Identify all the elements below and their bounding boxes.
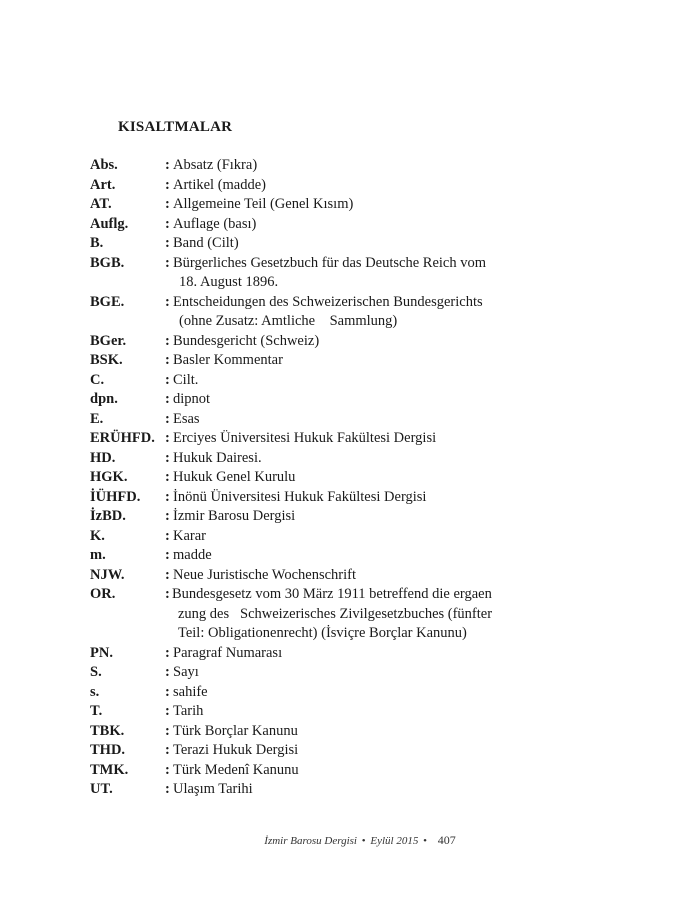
abbreviation-definition — [173, 780, 530, 800]
abbreviation-term: ERÜHFD. — [90, 430, 155, 446]
abbreviation-term: BSK. — [90, 352, 123, 368]
abbreviation-term: BGE. — [90, 293, 125, 310]
abbreviation-definition — [173, 683, 530, 703]
page-footer — [0, 833, 700, 848]
definition-line: Bundesgesetz vom 30 März 1911 betreffend die ergaen — [172, 586, 492, 602]
definition-line: Karar — [173, 527, 207, 544]
definition-line: Paragraf Numarası — [173, 644, 283, 661]
definition-continuation: 18. August 1896. — [179, 274, 279, 290]
abbreviation-term: BGer. — [90, 332, 127, 349]
abbreviation-term: dpn. — [90, 391, 118, 407]
abbreviation-term: HD. — [90, 449, 116, 466]
abbreviation-definition — [173, 527, 530, 547]
definition-line: Hukuk Genel Kurulu — [173, 469, 296, 485]
abbreviation-colon: : — [165, 683, 170, 700]
abbreviation-entry — [90, 780, 530, 800]
abbreviation-entry — [90, 215, 530, 235]
abbreviation-term: HGK. — [90, 469, 128, 485]
abbreviation-definition — [173, 663, 530, 683]
definition-continuation: Teil: Obligationenrecht) (İsviçre Borçlar Kanunu) — [178, 625, 467, 641]
abbreviation-entry — [90, 156, 530, 176]
abbreviation-colon: : — [165, 742, 170, 758]
definition-line: madde — [173, 547, 212, 563]
abbreviation-definition — [173, 429, 530, 449]
abbreviation-definition — [173, 488, 530, 508]
definition-continuation: (ohne Zusatz: Amtliche Sammlung) — [179, 313, 398, 329]
abbreviation-colon: : — [165, 430, 170, 446]
abbreviation-definition — [173, 234, 530, 254]
abbreviation-definition — [173, 351, 530, 371]
abbreviation-definition — [173, 702, 530, 722]
definition-line: Basler Kommentar — [173, 352, 283, 368]
abbreviation-definition — [172, 585, 530, 644]
abbreviation-colon: : — [165, 332, 170, 349]
definition-continuation: zung des Schweizerisches Zivilgesetzbuches (fünfter — [178, 605, 493, 622]
abbreviation-term: UT. — [90, 781, 113, 797]
definition-line: Bürgerliches Gesetzbuch für das Deutsche Reich vom — [173, 254, 486, 271]
abbreviation-entry — [90, 644, 530, 664]
abbreviation-definition — [173, 293, 530, 332]
abbreviation-definition — [173, 390, 530, 410]
page-number: 407 — [437, 833, 456, 847]
abbreviation-colon: : — [165, 215, 170, 232]
abbreviation-entry — [90, 371, 530, 391]
abbreviation-colon: : — [165, 157, 170, 173]
abbreviation-definition — [173, 468, 530, 488]
abbreviation-term: E. — [90, 410, 104, 427]
footer-journal-name: İzmir Barosu Dergisi — [264, 835, 357, 847]
abbreviation-term: İÜHFD. — [90, 488, 141, 505]
abbreviation-colon: : — [165, 449, 170, 466]
abbreviation-term: NJW. — [90, 566, 125, 583]
abbreviation-colon: : — [165, 235, 170, 251]
abbreviation-list — [90, 156, 530, 800]
abbreviation-colon: : — [165, 196, 170, 212]
abbreviation-entry — [90, 527, 530, 547]
abbreviation-entry — [90, 722, 530, 742]
definition-line: sahife — [173, 683, 208, 700]
abbreviation-term: S. — [90, 664, 102, 680]
abbreviation-definition — [173, 410, 530, 430]
definition-line: İnönü Üniversitesi Hukuk Fakültesi Dergisi — [173, 488, 427, 505]
abbreviation-colon: : — [165, 527, 170, 544]
abbreviation-term: PN. — [90, 644, 113, 661]
abbreviation-colon: : — [165, 352, 170, 368]
abbreviation-definition — [173, 156, 530, 176]
abbreviation-entry — [90, 566, 530, 586]
abbreviation-colon: : — [165, 664, 170, 680]
definition-line: Türk Medenî Kanunu — [173, 761, 299, 778]
abbreviation-term: AT. — [90, 196, 112, 212]
abbreviation-term: m. — [90, 547, 106, 563]
page-heading: KISALTMALAR — [118, 119, 233, 135]
abbreviation-colon: : — [165, 371, 170, 388]
definition-line: İzmir Barosu Dergisi — [173, 508, 296, 524]
abbreviation-term: Art. — [90, 176, 116, 193]
abbreviation-entry — [90, 741, 530, 761]
abbreviation-entry — [90, 702, 530, 722]
abbreviation-term: BGB. — [90, 254, 125, 271]
abbreviation-entry — [90, 663, 530, 683]
abbreviation-entry — [90, 468, 530, 488]
abbreviation-colon: : — [165, 293, 170, 310]
abbreviation-colon: : — [165, 508, 170, 524]
definition-line: Esas — [173, 410, 200, 427]
abbreviation-definition — [173, 644, 530, 664]
abbreviation-colon: : — [165, 254, 170, 271]
abbreviation-entry — [90, 429, 530, 449]
abbreviation-term: B. — [90, 235, 104, 251]
footer-issue: Eylül 2015 — [370, 835, 419, 847]
definition-line: Tarih — [173, 703, 204, 719]
definition-line: Band (Cilt) — [173, 235, 239, 251]
definition-line: Hukuk Dairesi. — [173, 449, 262, 466]
footer-bullet: • — [423, 835, 427, 847]
abbreviation-colon: : — [165, 176, 170, 193]
abbreviation-entry — [90, 390, 530, 410]
abbreviation-definition — [173, 761, 530, 781]
abbreviation-entry — [90, 507, 530, 527]
abbreviation-term: C. — [90, 371, 105, 388]
abbreviation-term: TMK. — [90, 761, 129, 778]
abbreviation-entry — [90, 449, 530, 469]
abbreviation-colon: : — [165, 469, 170, 485]
definition-line: Allgemeine Teil (Genel Kısım) — [173, 196, 354, 212]
definition-line: Bundesgericht (Schweiz) — [173, 332, 320, 349]
abbreviation-colon: : — [165, 781, 170, 797]
abbreviation-definition — [173, 332, 530, 352]
definition-line: Erciyes Üniversitesi Hukuk Fakültesi Dergisi — [173, 430, 437, 446]
abbreviation-definition — [173, 507, 530, 527]
abbreviation-colon: : — [165, 761, 170, 778]
definition-line: Türk Borçlar Kanunu — [173, 722, 298, 739]
abbreviation-entry — [90, 234, 530, 254]
abbreviation-definition — [173, 254, 530, 293]
abbreviation-definition — [173, 449, 530, 469]
abbreviation-term: TBK. — [90, 722, 125, 739]
abbreviation-colon: : — [165, 644, 170, 661]
abbreviation-entry — [90, 410, 530, 430]
abbreviation-definition — [173, 215, 530, 235]
definition-line: Auflage (bası) — [173, 215, 257, 232]
abbreviation-definition — [173, 722, 530, 742]
abbreviation-term: s. — [90, 683, 100, 700]
abbreviation-colon: : — [165, 586, 170, 602]
abbreviation-term: K. — [90, 527, 105, 544]
abbreviation-colon: : — [165, 722, 170, 739]
abbreviation-colon: : — [165, 488, 170, 505]
definition-line: Cilt. — [173, 371, 199, 388]
abbreviation-colon: : — [165, 566, 170, 583]
abbreviation-entry — [90, 585, 530, 644]
abbreviation-colon: : — [165, 703, 170, 719]
definition-line: Neue Juristische Wochenschrift — [173, 566, 356, 583]
definition-line: Absatz (Fıkra) — [173, 157, 258, 173]
definition-line: dipnot — [173, 391, 211, 407]
footer-bullet: • — [361, 835, 366, 847]
abbreviation-term: OR. — [90, 586, 116, 602]
abbreviation-definition — [173, 195, 530, 215]
abbreviation-definition — [173, 566, 530, 586]
abbreviation-term: THD. — [90, 742, 126, 758]
abbreviation-colon: : — [165, 391, 170, 407]
abbreviation-entry — [90, 546, 530, 566]
abbreviation-entry — [90, 488, 530, 508]
abbreviation-entry — [90, 254, 530, 293]
abbreviation-definition — [173, 741, 530, 761]
abbreviation-definition — [173, 546, 530, 566]
abbreviation-definition — [173, 371, 530, 391]
definition-line: Entscheidungen des Schweizerischen Bundesgerichts — [173, 293, 483, 310]
abbreviation-entry — [90, 195, 530, 215]
abbreviation-colon: : — [165, 410, 170, 427]
abbreviation-entry — [90, 351, 530, 371]
abbreviation-term: İzBD. — [90, 508, 126, 524]
abbreviation-definition — [173, 176, 530, 196]
abbreviation-entry — [90, 332, 530, 352]
abbreviation-entry — [90, 683, 530, 703]
abbreviation-colon: : — [165, 547, 170, 563]
definition-line: Terazi Hukuk Dergisi — [173, 742, 299, 758]
definition-line: Sayı — [173, 664, 199, 680]
definition-line: Ulaşım Tarihi — [173, 781, 253, 797]
abbreviation-entry — [90, 293, 530, 332]
definition-line: Artikel (madde) — [173, 176, 267, 193]
abbreviation-term: Abs. — [90, 157, 118, 173]
abbreviation-term: T. — [90, 703, 103, 719]
abbreviation-entry — [90, 176, 530, 196]
abbreviation-term: Auflg. — [90, 215, 129, 232]
abbreviation-entry — [90, 761, 530, 781]
